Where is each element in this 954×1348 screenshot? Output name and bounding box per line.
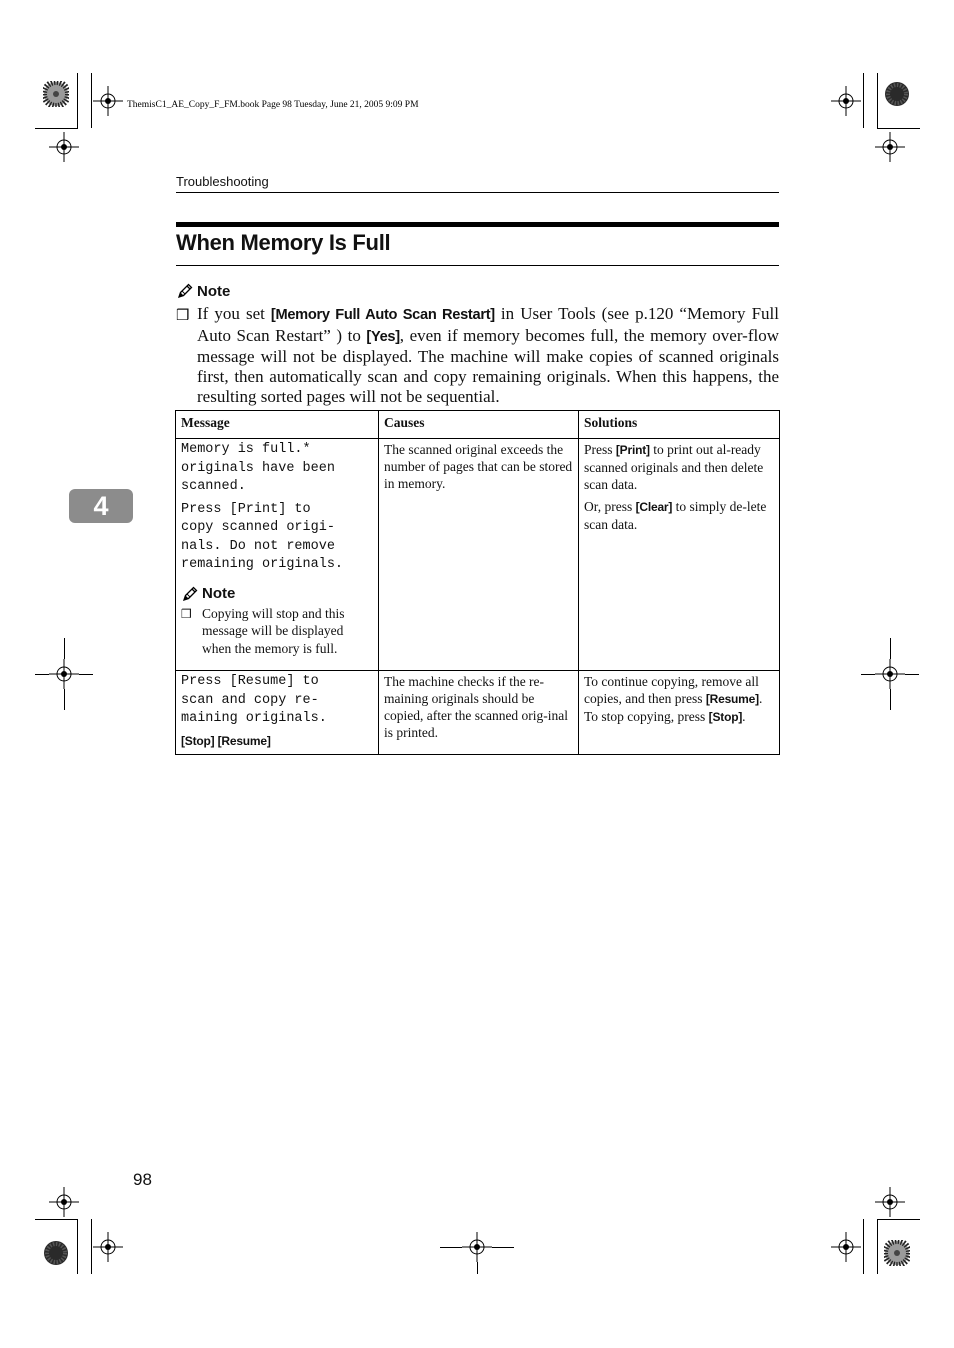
stop-key: [Stop] bbox=[708, 710, 743, 724]
note-heading bbox=[181, 585, 373, 603]
note-item bbox=[176, 304, 779, 407]
registration-mark-icon bbox=[49, 659, 79, 689]
registration-mark-icon bbox=[875, 1187, 905, 1217]
note-label: Note bbox=[202, 585, 236, 602]
title-rule-bottom bbox=[176, 265, 779, 266]
registration-mark-icon bbox=[49, 1187, 79, 1217]
solutions-cell bbox=[579, 671, 780, 755]
pencil-icon bbox=[176, 282, 194, 300]
chapter-tab: 4 bbox=[69, 489, 133, 523]
solution-text: To continue copying, remove all copies, and then press [Resume]. To stop copying, press [Stop]. bbox=[584, 674, 763, 724]
message-text: Press [Resume] to scan and copy re- maining originals. bbox=[181, 674, 327, 726]
solution-text: Press [Print] to print out al-ready scanned originals and then delete scan data. bbox=[584, 442, 764, 492]
message-cell bbox=[176, 671, 379, 755]
section-title: When Memory Is Full bbox=[176, 230, 391, 255]
resume-key: [Resume] bbox=[705, 692, 759, 706]
registration-mark-icon bbox=[93, 86, 123, 116]
causes-cell bbox=[379, 671, 579, 755]
book-info: ThemisC1_AE_Copy_F_FM.book Page 98 Tuesday, June 21, 2005 9:09 PM bbox=[127, 100, 419, 110]
registration-mark-icon bbox=[831, 1232, 861, 1262]
note-text: Copying will stop and this message will be displayed when the memory is full. bbox=[202, 605, 345, 656]
header-causes: Causes bbox=[379, 411, 579, 439]
pencil-icon bbox=[181, 585, 199, 603]
registration-mark-icon bbox=[462, 1232, 492, 1262]
registration-mark-icon bbox=[93, 1232, 123, 1262]
running-head: Troubleshooting bbox=[176, 174, 269, 189]
solutions-cell bbox=[579, 439, 780, 671]
color-rosette-icon bbox=[884, 81, 910, 107]
checkbox-bullet-icon: ❒ bbox=[176, 306, 190, 324]
table-row bbox=[176, 671, 780, 755]
table-header-row bbox=[176, 411, 780, 439]
causes-cell bbox=[379, 439, 579, 671]
note-heading bbox=[176, 282, 230, 300]
note-text: If you set [Memory Full Auto Scan Restart] in User Tools (see p.120 “Memory Full Auto Scan Restart” ) to [Yes], even if memory becomes full, the memory over-flow message will not be displayed. The machine will make copies of scanned originals first, then automatically scan and copy remaining originals. When this happens, the resulting sorted pages will not be sequential. bbox=[197, 304, 779, 406]
solution-text: Or, press [Clear] to simply de-lete scan data. bbox=[584, 499, 767, 532]
registration-mark-icon bbox=[831, 86, 861, 116]
registration-mark-icon bbox=[875, 132, 905, 162]
color-rosette-icon bbox=[43, 1240, 69, 1266]
print-key: [Print] bbox=[615, 443, 650, 457]
page-number: 98 bbox=[133, 1170, 152, 1189]
causes-text: The machine checks if the re-maining originals should be copied, after the scanned orig-inal is printed. bbox=[384, 674, 569, 740]
clear-key: [Clear] bbox=[635, 500, 673, 514]
color-rosette-icon bbox=[884, 1240, 910, 1266]
header-message: Message bbox=[176, 411, 379, 439]
registration-mark-icon bbox=[875, 659, 905, 689]
table-row bbox=[176, 439, 780, 671]
screen-keys: [Stop] [Resume] bbox=[181, 733, 271, 748]
causes-text: The scanned original exceeds the number of pages that can be stored in memory. bbox=[384, 442, 573, 491]
title-rule-top bbox=[176, 222, 779, 227]
registration-mark-icon bbox=[49, 132, 79, 162]
message-table bbox=[175, 410, 780, 755]
yes-key: [Yes] bbox=[366, 328, 400, 345]
checkbox-bullet-icon: ❒ bbox=[181, 606, 192, 621]
message-text: Press [Print] to copy scanned origi- nals. Do not remove remaining originals. bbox=[181, 501, 344, 572]
color-rosette-icon bbox=[43, 81, 69, 107]
message-cell bbox=[176, 439, 379, 671]
header-rule bbox=[176, 192, 779, 193]
memory-full-auto-scan-restart-key: [Memory Full Auto Scan Restart] bbox=[270, 307, 495, 323]
note-label: Note bbox=[197, 282, 231, 300]
message-text: Memory is full.* originals have been scanned. bbox=[181, 442, 335, 494]
header-solutions: Solutions bbox=[579, 411, 780, 439]
note-item bbox=[181, 605, 373, 658]
